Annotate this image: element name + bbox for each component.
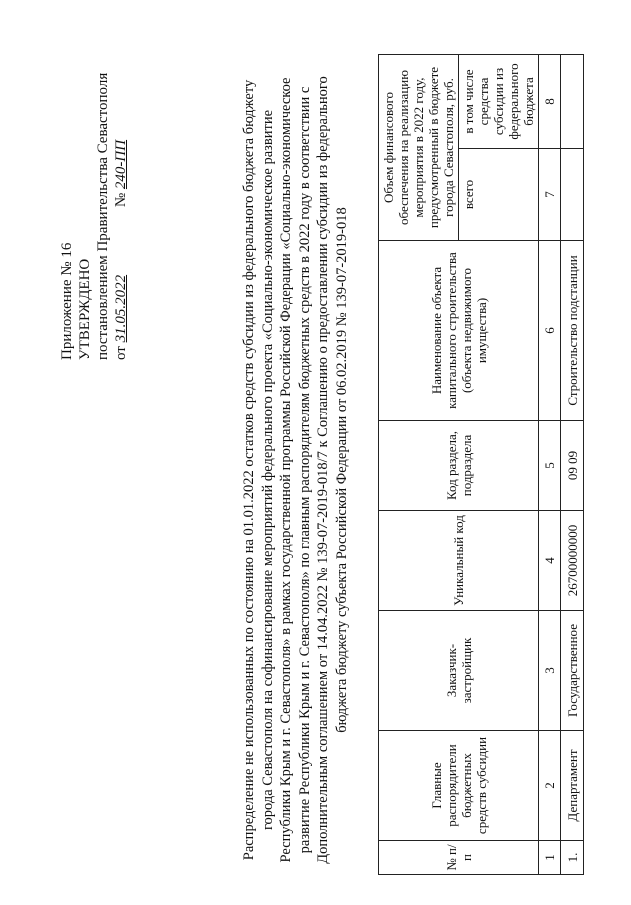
resolution-date-line: от 31.05.2022 № 240-ПП [113, 139, 129, 360]
table-header-row [379, 54, 459, 874]
col-number: 7 [539, 149, 561, 241]
col-number: 1 [539, 841, 561, 875]
header-federal: в том числе средства субсидии из федерального бюджета [459, 54, 539, 148]
cell-object: Строительство подстанции [561, 241, 584, 421]
header-total: всего [459, 149, 539, 241]
cell-customer: Государственное [561, 611, 584, 731]
header-gr: Главные распорядители бюджетных средств субсидии [379, 731, 539, 841]
cell-federal [561, 54, 584, 148]
header-funding: Объем финансового обеспечения на реализацию мероприятия в 2022 году, предусмотренный в бюджете города Севастополя, руб. [379, 54, 459, 240]
header-code: Уникальный код [379, 511, 539, 611]
approval-block [58, 40, 130, 360]
resolution-date: 31.05.2022 [113, 274, 129, 343]
header-object: Наименование объекта капитального строительства (объекта недвижимого имущества) [379, 241, 539, 421]
appendix-label: Приложение № 16 [59, 242, 75, 360]
header-num: № п/п [379, 841, 539, 875]
header-section: Код раздела, подраздела [379, 421, 539, 511]
cell-gr: Департамент [561, 731, 584, 841]
cell-code: 26700000000 [561, 511, 584, 611]
col-number: 4 [539, 511, 561, 611]
header-customer: Заказчик-застройщик [379, 611, 539, 731]
cell-total [561, 149, 584, 241]
col-number: 5 [539, 421, 561, 511]
approved-label: УТВЕРЖДЕНО [77, 258, 93, 360]
column-number-row [539, 54, 561, 874]
document-title: Распределение не использованных по состоянию на 01.01.2022 остатков средств субсидии из федерального бюджета бюджету города Севастополя на софинансирование мероприятий федерального проекта «Социально-экономическое развитие Республики Крым и г. Севастополя» в рамках государственной программы Российской Федерации «Социально-экономическое развитие Республики Крым и г. Севастополя» по главным распорядителям бюджетных средств в 2022 году в соответствии с Дополнительным соглашением от 14.04.2022 № 139-07-2019-018/7 к Соглашению о предоставлении субсидии из федерального бюджета бюджету субъекта Российской Федерации от 06.02.2019 № 139-07-2019-018 [241, 76, 350, 864]
col-number: 3 [539, 611, 561, 731]
cell-num: 1. [561, 841, 584, 875]
col-number: 6 [539, 241, 561, 421]
cell-section: 09 09 [561, 421, 584, 511]
resolution-number: 240-ПП [113, 139, 129, 190]
col-number: 2 [539, 731, 561, 841]
col-number: 8 [539, 54, 561, 148]
resolution-label: постановлением Правительства Севастополя [95, 72, 111, 360]
distribution-table [378, 54, 584, 875]
table-row [561, 54, 584, 874]
